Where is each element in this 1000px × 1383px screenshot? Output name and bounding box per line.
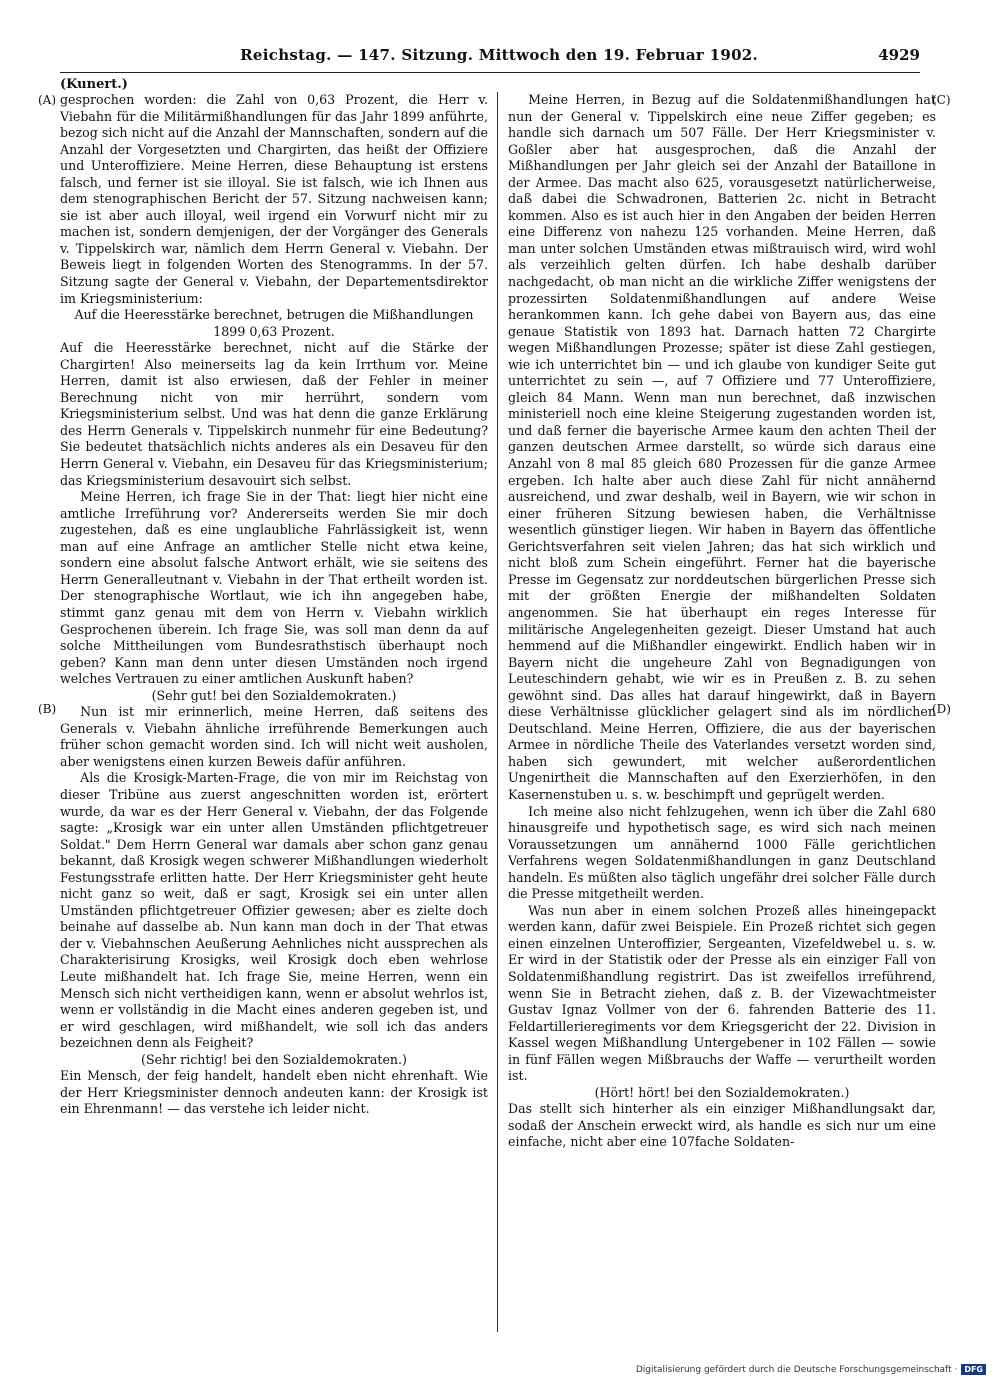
header-date: Mittwoch den 19. Februar 1902. bbox=[478, 46, 759, 64]
margin-marker-a: (A) bbox=[38, 93, 57, 107]
paragraph: Ein Mensch, der feig handelt, handelt eben nicht ehrenhaft. Wie der Herr Kriegsminister dennoch andeuten kann: der Krosigk ist ein Ehrenmann! — das verstehe ich leider nicht. bbox=[60, 1068, 488, 1117]
margin-marker-d: (D) bbox=[932, 702, 951, 716]
interjection: (Hört! hört! bei den Sozialdemokraten.) bbox=[594, 1084, 850, 1100]
paragraph: Meine Herren, ich frage Sie in der That: liegt hier nicht eine amtliche Irreführung vor? Andererseits werden Sie mir doch zugestehen, daß es eine unglaubliche Fahrlässigkeit ist, wenn man auf eine Anfrage an amtlicher Stelle nicht etwa keine, sondern eine absolut falsche Antwort erhält, wie sie seitens des Herrn Generalleutnant v. Viebahn in der That ertheilt worden ist. Der stenographische Wortlaut, wie ich ihn angegeben habe, stimmt ganz genau mit dem von Herrn v. Viebahn wirklich Gesprochenen überein. Ich frage Sie, was soll man denn da auf solche Mittheilungen vom Bundesrathstisch überhaupt noch geben? Kann man denn unter diesen Umständen noch irgend welches Vertrauen zu einer amtlichen Auskunft haben? bbox=[60, 489, 488, 687]
credit-text: Digitalisierung gefördert durch die Deutsche Forschungsgemeinschaft · bbox=[635, 1364, 958, 1375]
left-column bbox=[60, 92, 488, 1118]
header-title bbox=[120, 46, 878, 64]
column-divider bbox=[497, 92, 498, 1332]
dfg-logo: DFG bbox=[961, 1364, 986, 1375]
interjection: (Sehr gut! bei den Sozialdemokraten.) bbox=[151, 687, 397, 703]
header-section: Reichstag. bbox=[240, 46, 332, 64]
paragraph: Ich meine also nicht fehlzugehen, wenn ich über die Zahl 680 hinausgreife und hypothetisch sage, es wird sich nach meinen Voraussetzungen um annähernd 1000 Fälle gerichtlichen Verfahrens wegen Soldatenmißhandlungen in ganz Deutschland handeln. Es müßten also täglich ungefähr drei solcher Fälle durch die Presse mitgetheilt werden. bbox=[508, 803, 936, 902]
header-rule bbox=[60, 72, 920, 73]
paragraph: Auf die Heeresstärke berechnet, nicht auf die Stärke der Chargirten! Also meinerseits lag da kein Irrthum vor. Meine Herren, damit ist also erwiesen, daß der Fehler in meiner Berechnung nicht von mir herrührt, sondern vom Kriegsministerium selbst. Und was hat denn die ganze Erklärung des Herrn Generals v. Tippelskirch nunmehr für eine Bedeutung? Sie bedeutet thatsächlich nichts anderes als ein Desaveu für den Herrn General v. Viebahn, ein Desaveu für das Kriegsministerium; das Kriegsministerium desavouirt sich selbst. bbox=[60, 340, 488, 488]
digitization-credit bbox=[636, 1364, 986, 1375]
paragraph: Das stellt sich hinterher als ein einziger Mißhandlungsakt dar, sodaß der Anschein erweckt wird, als handle es sich nur um eine einfache, nicht aber eine 107fache Soldaten- bbox=[508, 1101, 936, 1150]
paragraph: gesprochen worden: die Zahl von 0,63 Prozent, die Herr v. Viebahn für die Militärmißhandlungen für das Jahr 1899 anführte, bezog sich nicht auf die Anzahl der Mannschaften, sondern auf die Anzahl der Vorgesetzten und Chargirten, das heißt der Offiziere und Unteroffiziere. Meine Herren, diese Behauptung ist erstens falsch, und ferner ist sie illoyal. Sie ist falsch, wie ich Ihnen aus dem stenographischen Bericht der 57. Sitzung nachweisen kann; sie ist aber auch illoyal, weil irgend ein Vorwurf nicht mir zu machen ist, sondern demjenigen, der der Vorgänger des Generals v. Tippelskirch war, nämlich dem Herrn General v. Viebahn. Der Beweis liegt in folgenden Worten des Stenogramms. In der 57. Sitzung sagte der General v. Viebahn, der Departementsdirektor im Kriegsministerium: bbox=[60, 92, 488, 306]
interjection: (Sehr richtig! bei den Sozialdemokraten.) bbox=[141, 1051, 407, 1067]
paragraph: Was nun aber in einem solchen Prozeß alles hineingepackt werden kann, dafür zwei Beispiele. Ein Prozeß richtet sich gegen einen einzelnen Unteroffizier, Sergeanten, Vizefeldwebel u. s. w. Er wird in der Statistik oder der Presse als ein einziger Fall von Soldatenmißhandlung registrirt. Das ist zweifellos irreführend, wenn Sie in Betracht ziehen, daß z. B. der Vizewachtmeister Gustav Ignaz Vollmer von der 6. fahrenden Batterie des 11. Feldartillerieregiments vor dem Kriegsgericht der 22. Division in Kassel wegen Mißhandlung Untergebener in 102 Fällen — sowie in fünf Fällen wegen Mißbrauchs der Waffe — verurtheilt worden ist. bbox=[508, 902, 936, 1084]
paragraph: Nun ist mir erinnerlich, meine Herren, daß seitens des Generals v. Viebahn ähnliche irreführende Bemerkungen auch früher schon gemacht worden sind. Ich will nicht weit ausholen, aber wenigstens einen kurzen Beweis dafür anführen. bbox=[60, 704, 488, 769]
page-number: 4929 bbox=[878, 46, 920, 64]
paragraph: Als die Krosigk-Marten-Frage, die von mir im Reichstag von dieser Tribüne aus zuerst angeschnitten worden ist, erörtert wurde, da war es der Herr General v. Viebahn, der das Folgende sagte: „Krosigk war ein unter allen Umständen pflichtgetreuer Soldat." Dem Herrn General war damals aber schon ganz genau bekannt, daß Krosigk wegen schwerer Mißhandlungen wiederholt Festungsstrafe erlitten hatte. Der Herr Kriegsminister geht heute nicht ganz so weit, daß er sagt, Krosigk sei ein unter allen Umständen pflichtgetreuer Offizier gewesen; aber es zielte doch beinahe auf dasselbe ab. Nun kann man doch in der That etwas der v. Viebahnschen Aeußerung Aehnliches nicht aussprechen als Charakterisirung Krosigks, weil Krosigk doch eben wehrlose Leute mißhandelt hat. Ich frage Sie, meine Herren, wenn ein Mensch sich nicht vertheidigen kann, wenn er absolut wehrlos ist, wenn er vollständig in die Macht eines anderen gegeben ist, und er wird geschlagen, wird mißhandelt, wie soll ich das anders bezeichnen denn als Feigheit? bbox=[60, 770, 488, 1051]
header-session: — 147. Sitzung. bbox=[337, 46, 474, 64]
paragraph: Meine Herren, in Bezug auf die Soldatenmißhandlungen hat nun der General v. Tippelskirch eine neue Ziffer gegeben; es handle sich darnach um 507 Fälle. Der Herr Kriegsminister v. Goßler aber hat ausgesprochen, daß die Anzahl der Mißhandlungen per Jahr gleich sei der Anzahl der Bataillone in der Armee. Das macht also 625, vorausgesetzt natürlicherweise, daß dabei die Schwadronen, Batterien 2c. nicht in Betracht kommen. Also es ist auch hier in den Angaben der beiden Herren eine Differenz von nahezu 125 vorhanden. Meine Herren, daß man unter solchen Umständen etwas mißtrauisch wird, wird wohl als verzeihlich gelten dürfen. Ich habe deshalb darüber nachgedacht, ob man nicht an die wirkliche Ziffer wenigstens der prozessirten Soldatenmißhandlungen auf andere Weise herankommen kann. Ich gehe dabei von Bayern aus, das eine genaue Statistik von 1893 hat. Darnach hatten 72 Chargirte wegen Mißhandlungen Prozesse; später ist diese Zahl gestiegen, wie ich unterrichtet bin — und ich glaube von kundiger Seite gut unterrichtet zu sein —, auf 7 Offiziere und 77 Unteroffiziere, gleich 84 Mann. Wenn man nun berechnet, daß inzwischen ministeriell noch eine kleine Steigerung zugestanden worden ist, und daß ferner die bayerische Armee kaum den achten Theil der ganzen deutschen Armee darstellt, so würde sich daraus eine Anzahl von 8 mal 85 gleich 680 Prozessen für die ganze Armee ergeben. Ich halte aber auch diese Zahl für nicht annähernd ausreichend, und zwar deshalb, weil in Bayern, wie wir schon in einer früheren Sitzung bewiesen haben, die Verhältnisse wesentlich günstiger liegen. Wir haben in Bayern das öffentliche Gerichtsverfahren seit vielen Jahren; das hat sich wirklich und nicht bloß zum Schein eingeführt. Ferner hat die bayerische Presse im Gegensatz zur norddeutschen bürgerlichen Presse sich mit der größten Energie der mißhandelten Soldaten angenommen. Sie hat überhaupt ein reges Interesse für militärische Angelegenheiten gezeigt. Dieser Umstand hat auch hemmend auf die Mißhandler eingewirkt. Endlich haben wir in Bayern nicht die ungeheure Zahl von Begnadigungen von Leuteschindern gehabt, wie wir es in Preußen z. B. zu sehen gewöhnt sind. Das alles hat darauf hingewirkt, daß in Bayern diese Verhältnisse glücklicher gelagert sind als im nördlichen Deutschland. Meine Herren, Offiziere, die aus der bayerischen Armee in nördliche Theile des Vaterlandes versetzt worden sind, haben sich gewundert, mit welcher außerordentlichen Ungenirtheit die Mannschaften auf den Exerzierhöfen, in den Kasernenstuben u. s. w. beschimpft und geprügelt werden. bbox=[508, 92, 936, 802]
speaker-label: (Kunert.) bbox=[60, 77, 128, 92]
quotation: Auf die Heeresstärke berechnet, betrugen die Mißhandlungen 1899 0,63 Prozent. bbox=[74, 307, 474, 339]
margin-marker-b: (B) bbox=[38, 702, 57, 716]
margin-marker-c: (C) bbox=[932, 93, 951, 107]
page-header bbox=[60, 46, 920, 64]
right-column bbox=[508, 92, 936, 1151]
